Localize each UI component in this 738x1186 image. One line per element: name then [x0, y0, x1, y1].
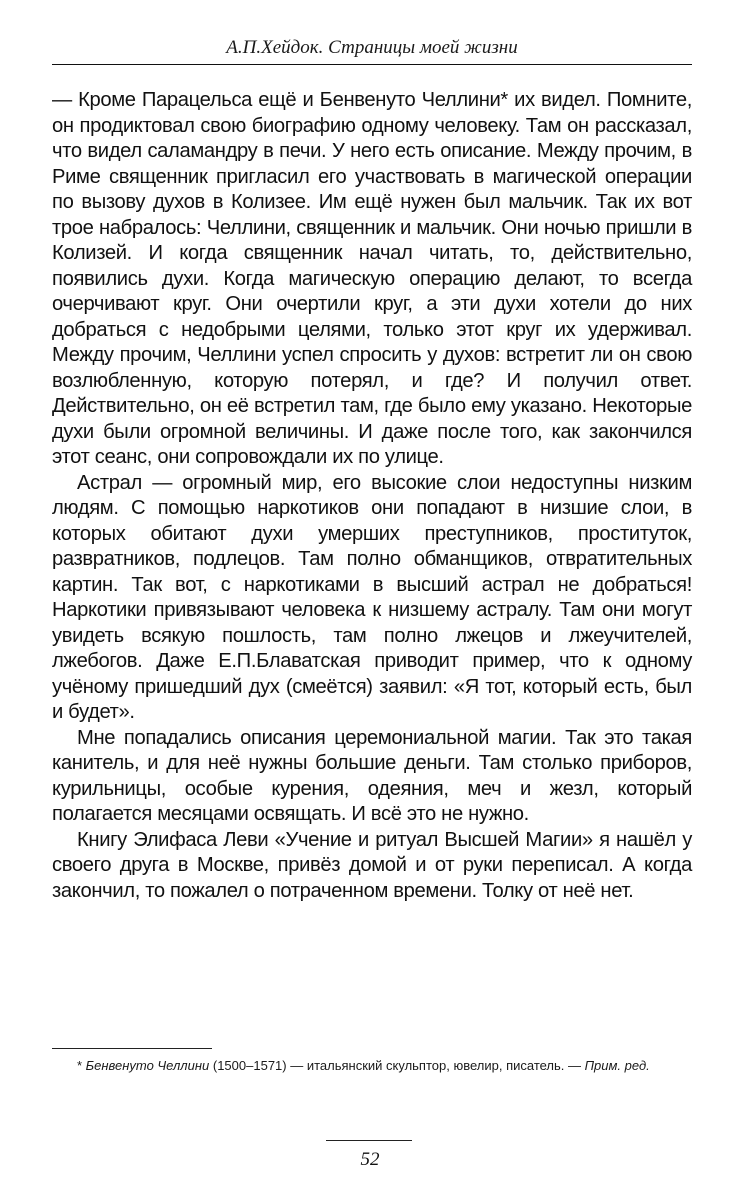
page-number-rule: [326, 1140, 412, 1141]
running-head: А.П.Хейдок. Страницы моей жизни: [226, 37, 518, 58]
body-text: [52, 88, 692, 904]
footnote: [52, 1056, 692, 1076]
page-number: 52: [360, 1149, 380, 1170]
footnote-rule: [52, 1048, 212, 1049]
footnote-name: Бенвенуто Челлини: [85, 1058, 210, 1073]
paragraph-4: Книгу Элифаса Леви «Учение и ритуал Высшей Магии» я нашёл у своего друга в Москве, привёз домой и от руки переписал. А когда закончил, то пожалел о потраченном времени. Толку от неё нет.: [52, 828, 692, 902]
footnote-editor-note: Прим. ред.: [584, 1058, 650, 1073]
paragraph-2: Астрал — огромный мир, его высокие слои недоступны низким людям. С помощью наркотиков они попадают в низшие слои, в которых обитают духи умерших преступников, проституток, развратников, подлецов. Там полно обманщиков, отвратительных картин. Так вот, с наркотиками в высший астрал не добраться! Наркотики привязывают человека к низшему астралу. Там они могут увидеть всякую пошлость, там полно лжецов и лжеучителей, лжебогов. Даже Е.П.Блаватская приводит пример, что к одному учёному пришедший дух (смеётся) заявил: «Я тот, который есть, был и будет».: [52, 471, 692, 723]
paragraph-1: — Кроме Парацельса ещё и Бенвенуто Челлини* их видел. Помните, он продиктовал свою биографию одному человеку. Там он рассказал, что видел саламандру в печи. У него есть описание. Между прочим, в Риме священник пригласил его участвовать в магической операции по вызову духов в Колизее. Им ещё нужен был мальчик. Так их вот трое набралось: Челлини, священник и мальчик. Они ночью пришли в Колизей. И когда священник начал читать, то, действительно, появились духи. Когда магическую операцию делают, то всегда очерчивают круг. Они очертили круг, а эти духи хотели до них добраться с недобрыми целями, только этот круг их удерживал. Между прочим, Челлини успел спросить у духов: встретит ли он свою возлюбленную, которую потерял, и где? И получил ответ. Действительно, он её встретил там, где было ему указано. Некоторые духи были огромной величины. И даже после того, как закончился этот сеанс, они сопровождали их по улице.: [52, 89, 692, 468]
header-rule: [52, 64, 692, 65]
footnote-mark: *: [77, 1058, 86, 1073]
paragraph-3: Мне попадались описания церемониальной магии. Так это такая канитель, и для неё нужны большие деньги. Там столько приборов, курильницы, особые курения, одеяния, меч и жезл, который полагается месяцами освящать. И всё это не нужно.: [52, 726, 692, 825]
footnote-text: (1500–1571) — итальянский скульптор, ювелир, писатель. —: [209, 1058, 585, 1073]
